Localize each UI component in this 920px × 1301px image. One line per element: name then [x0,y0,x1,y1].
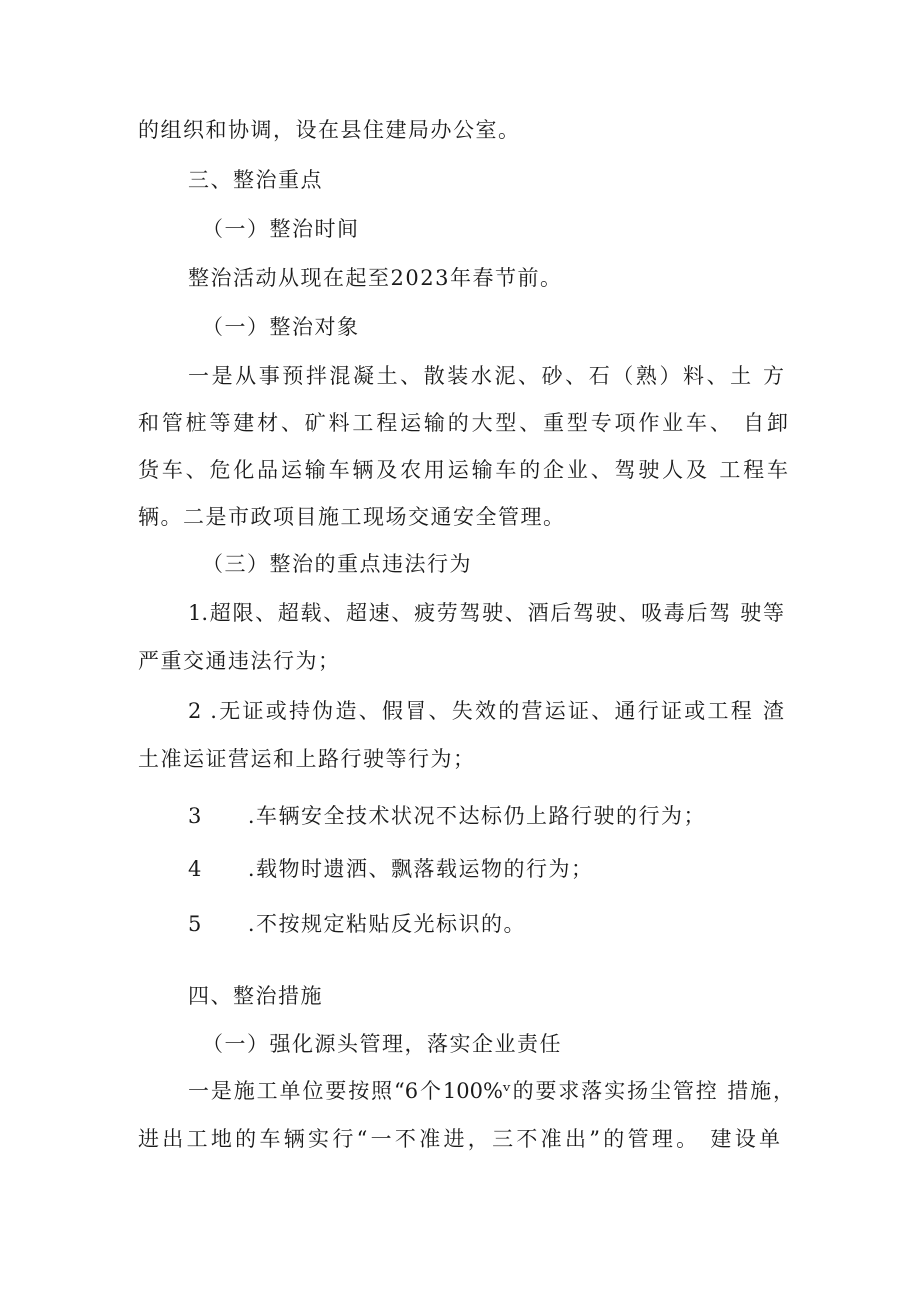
text-line: 进出工地的车辆实行“一不准进，三不准出”的管理。 建设单 [138,1127,780,1151]
section-heading: 三、整治重点 [188,168,323,192]
list-item: 5 .不按规定粘贴反光标识的。 [188,912,527,936]
subsection-heading: （一）整治对象 [202,315,360,339]
text-line: 货车、危化品运输车辆及农用运输车的企业、驾驶人及 工程车 [138,458,788,482]
subsection-heading: （三）整治的重点违法行为 [202,552,472,576]
text-line: 一是从事预拌混凝土、散装水泥、砂、石（熟）料、土 方 [188,364,784,388]
subsection-heading: （一）强化源头管理，落实企业责任 [202,1032,562,1056]
list-item: 4 .载物时遗洒、飘落载运物的行为； [188,857,594,881]
text-line: 严重交通违法行为； [138,649,341,673]
subsection-heading: （一）整治时间 [202,217,360,241]
text-line: 土准运证营运和上路行驶等行为； [138,747,476,771]
text-line: 的组织和协调，设在县住建局办公室。 [138,118,521,142]
text-line: 整治活动从现在起至2023年春节前。 [188,266,563,290]
text-line: 2 .无证或持伪造、假冒、失效的营运证、通行证或工程 渣 [188,699,784,723]
text-line: 1.超限、超载、超速、疲劳驾驶、酒后驾驶、吸毒后驾 驶等 [188,601,784,625]
section-heading: 四、整治措施 [188,984,323,1008]
list-item: 3 .车辆安全技术状况不达标仍上路行驶的行为； [188,804,707,828]
text-line: 一是施工单位要按照“6个100%ᵛ的要求落实扬尘管控 措施， [188,1079,794,1103]
text-line: 辆。二是市政项目施工现场交通安全管理。 [138,505,566,529]
text-line: 和管桩等建材、矿料工程运输的大型、重型专项作业车、 自卸 [138,411,788,435]
